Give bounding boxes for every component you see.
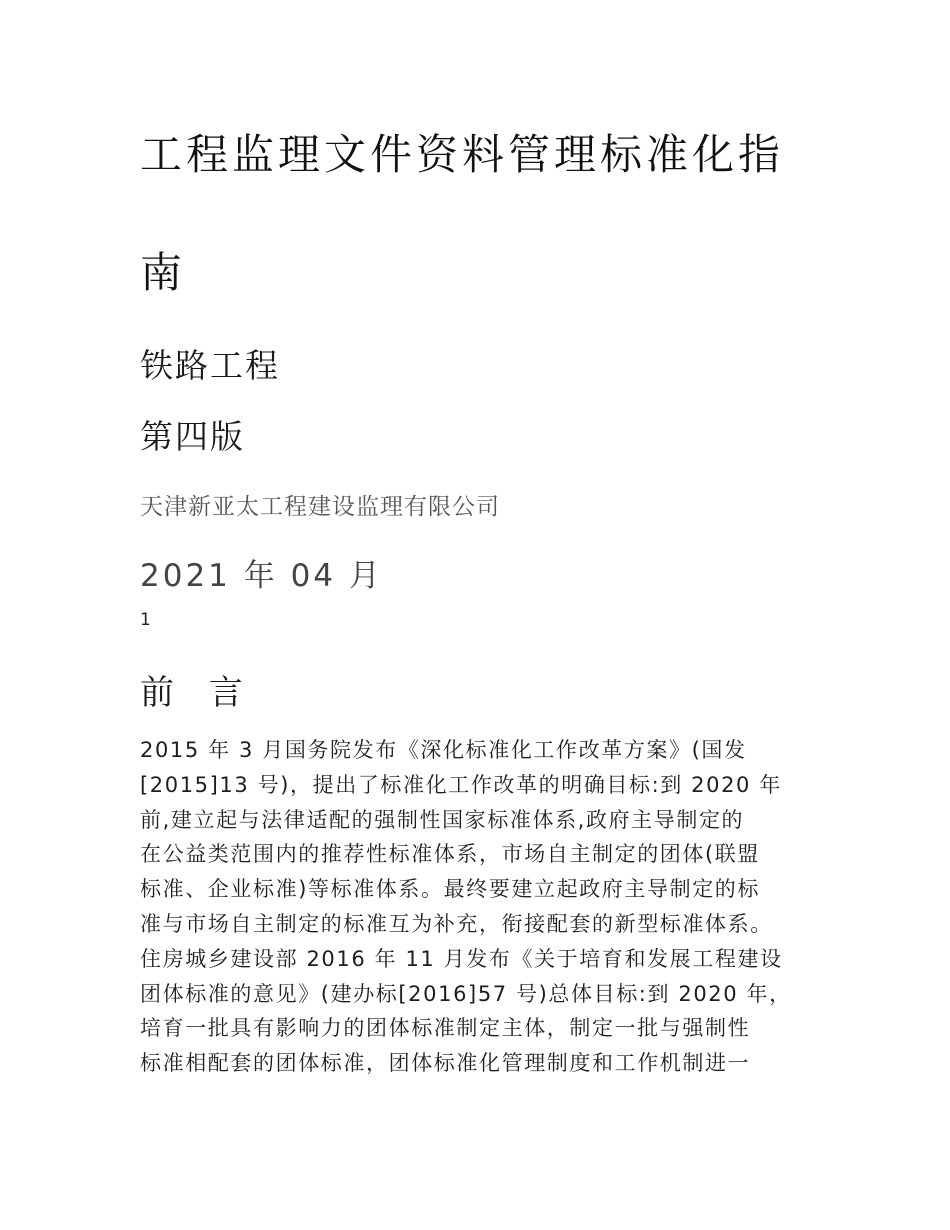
body-line: 前,建立起与法律适配的强制性国家标准体系,政府主导制定的 [140,807,745,832]
body-line: 住房城乡建设部 2016 年 11 月发布《关于培育和发展工程建设 [140,946,783,971]
document-title-line-1: 工程监理文件资料管理标准化指 [140,130,785,179]
body-line: 标准相配套的团体标准，团体标准化管理制度和工作机制进一 [140,1051,751,1076]
preface-body [140,733,820,1081]
body-line: 团体标准的意见》(建办标[2016]57 号)总体目标:到 2020 年， [140,981,792,1006]
body-line: 准与市场自主制定的标准互为补充，衔接配套的新型标准体系。 [140,911,773,936]
body-line: [2015]13 号)，提出了标准化工作改革的明确目标:到 2020 年 [140,772,782,797]
body-line: 在公益类范围内的推荐性标准体系，市场自主制定的团体(联盟 [140,842,760,867]
page-number: 1 [140,610,151,630]
body-line: 培育一批具有影响力的团体标准制定主体，制定一批与强制性 [140,1016,751,1041]
company-name: 天津新亚太工程建设监理有限公司 [140,494,500,520]
body-line: 2015 年 3 月国务院发布《深化标准化工作改革方案》(国发 [140,738,747,762]
subtitle-railway: 铁路工程 [140,346,280,385]
publish-date: 2021 年 04 月 [140,558,383,594]
subtitle-edition: 第四版 [140,417,245,456]
body-line: 标准、企业标准)等标准体系。最终要建立起政府主导制定的标 [140,877,760,902]
preface-heading: 前 言 [140,673,255,713]
document-title-line-2: 南 [140,248,187,297]
